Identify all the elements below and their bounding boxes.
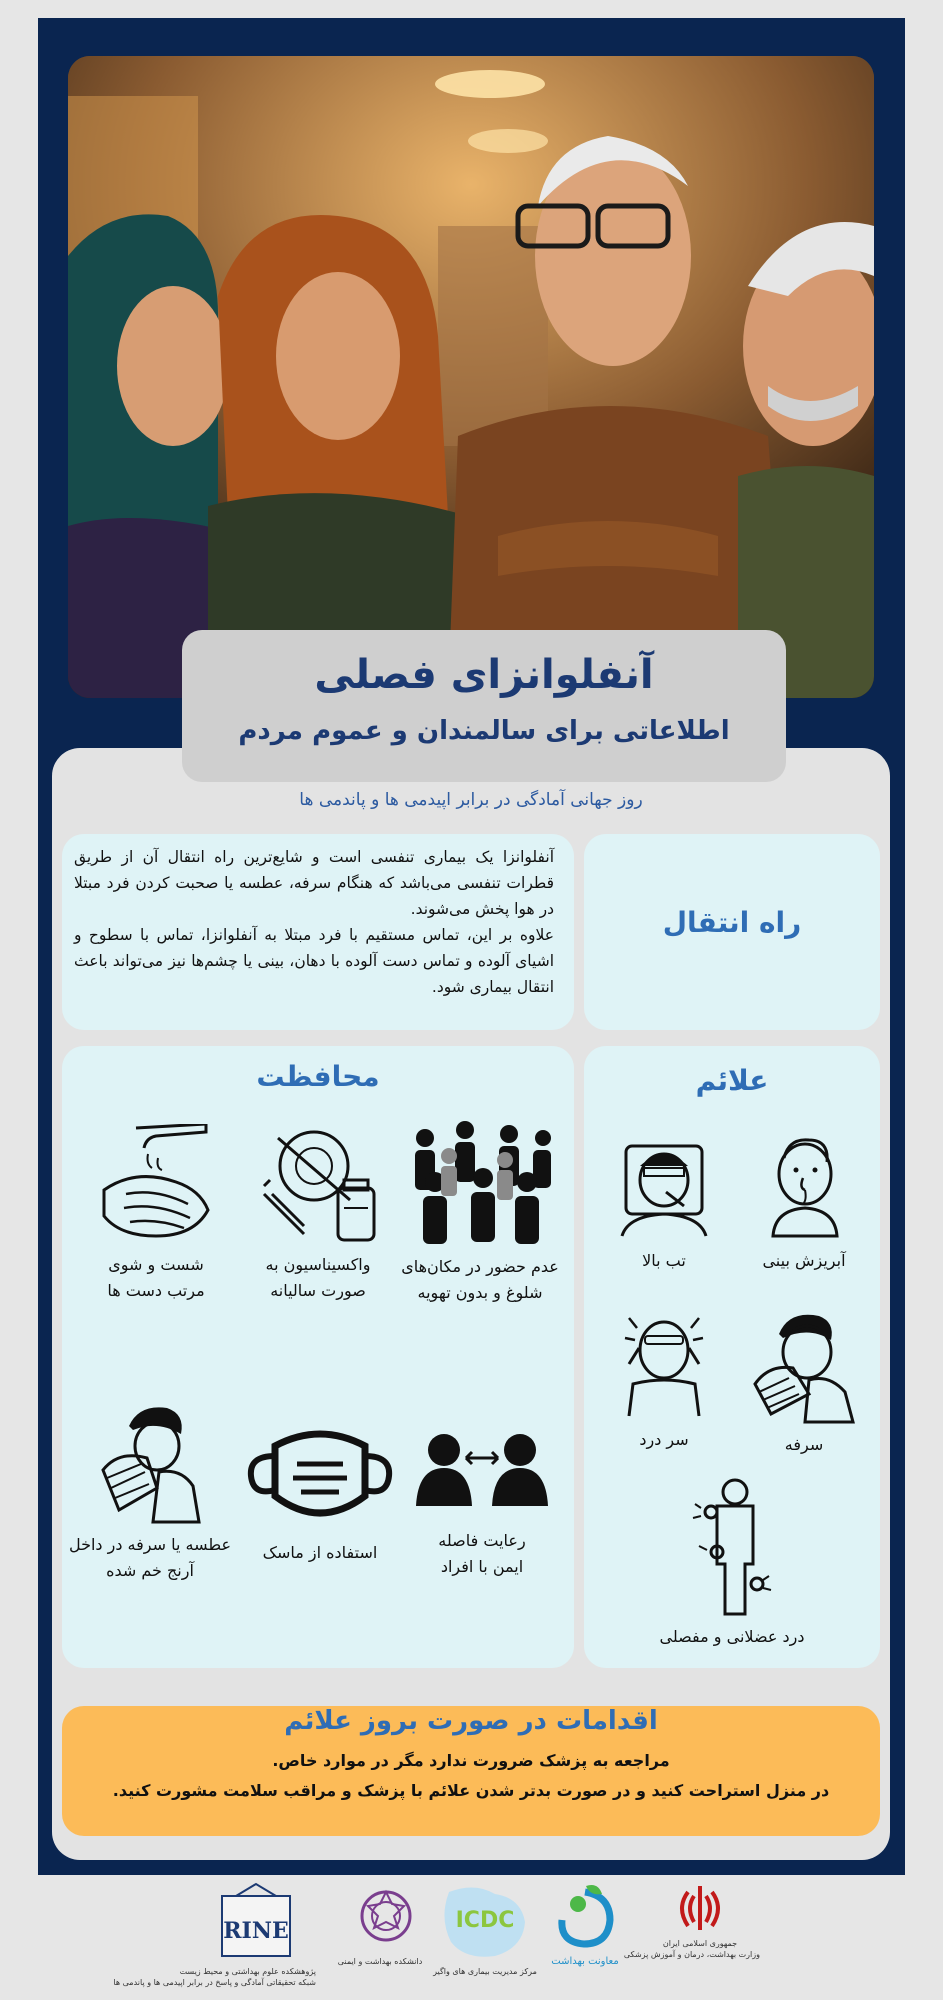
symptom-headache [604,1304,724,1453]
handwash-icon [96,1124,216,1244]
symptoms-title: علائم [695,1064,769,1097]
protection-distance [402,1428,562,1580]
protection-label-line1: شست و شوی [108,1255,204,1274]
actions-title: اقدامات در صورت بروز علائم [284,1706,658,1736]
protection-label-line1: واکسیناسیون به [265,1255,371,1274]
protection-label [68,1252,244,1304]
ministry-caption-2: وزارت بهداشت، درمان و آموزش پزشکی [623,1950,760,1959]
title-box [182,630,786,782]
protection-elbow-sneeze [62,1400,238,1584]
headache-icon [619,1304,709,1419]
ministry-caption-1: جمهوری اسلامی ایران [662,1939,738,1948]
fever-icon [614,1130,714,1240]
vaccine-icon [258,1124,378,1244]
transmission-title: راه انتقال [662,906,802,939]
protection-label-line1: استفاده از ماسک [262,1543,378,1562]
school-caption: دانشکده بهداشت و ایمنی [337,1957,423,1966]
actions-text [62,1746,880,1806]
protection-label [392,1254,568,1306]
symptom-cough [744,1304,864,1458]
health-deputy-icon [550,1882,620,1952]
rine-caption-2: شبکه تحقیقاتی آمادگی و پاسخ در برابر اپیدمی ها و پاندمی ها [113,1978,316,1987]
school-emblem-icon [340,1882,420,1952]
protection-label-line2: ایمن با افراد [440,1557,524,1576]
protection-label-line2: شلوغ و بدون تهویه [417,1283,543,1302]
content-panel [52,748,890,1860]
protection-label-line1: رعایت فاصله [438,1531,526,1550]
protection-crowd [392,1116,568,1306]
symptom-label: تب بالا [642,1251,686,1270]
mask-icon [245,1426,395,1526]
symptoms-card [584,1046,880,1668]
symptom-runny-nose [744,1130,864,1274]
elbow-sneeze-icon [95,1400,205,1524]
rine-caption-1: پژوهشکده علوم بهداشتی و محیط زیست [179,1967,316,1976]
protection-label-line2: صورت سالیانه [270,1281,366,1300]
transmission-paragraph-1: آنفلوانزا یک بیماری تنفسی است و شایع‌ترین راه انتقال آن از طریق قطرات تنفسی می‌باشد که هنگام سرفه، عطسه یا صحبت کردن فرد مبتلا در هوا پخش می‌شوند. [74,848,554,918]
transmission-text [74,844,554,1000]
page-subtitle: اطلاعاتی برای سالمندان و عموم مردم [238,716,730,746]
iran-emblem-icon [670,1882,730,1934]
protection-card [62,1046,574,1668]
rine-logo [113,1882,316,1988]
actions-line-1: مراجعه به پزشک ضرورت ندارد مگر در موارد خاص. [272,1751,670,1770]
poster [38,18,905,1875]
protection-label-line2: مرتب دست ها [107,1281,205,1300]
symptom-label: سر درد [639,1430,689,1449]
page-title: آنفلوانزای فصلی [314,652,654,698]
protection-label [230,1252,406,1304]
transmission-text-card [62,834,574,1030]
protection-vaccine [230,1124,406,1304]
transmission-paragraph-2: علاوه بر این، تماس مستقیم با فرد مبتلا به آنفلوانزا، تماس با سطوح و اشیای آلوده و تماس دست آلوده با دهان، بینی یا چشم‌ها نیز می‌تواند باعث انتقال بیماری شود. [74,926,554,996]
symptom-label: آبریزش بینی [762,1251,846,1270]
protection-label-line1: عطسه یا سرفه در داخل [68,1535,232,1554]
symptom-fever [604,1130,724,1274]
protection-handwash [68,1124,244,1304]
symptom-label: سرفه [784,1435,824,1454]
event-caption: روز جهانی آمادگی در برابر اپیدمی ها و پاندمی ها [299,790,643,810]
protection-label [402,1528,562,1580]
crowd-icon [405,1116,555,1246]
protection-title: محافظت [256,1060,380,1093]
icdc-mark: ICDC [455,1908,515,1933]
protection-mask [232,1426,408,1566]
elderly-people-illustration [68,56,874,698]
cough-icon [749,1304,859,1424]
transmission-title-card [584,834,880,1030]
icdc-caption: مرکز مدیریت بیماری های واگیر [433,1967,537,1976]
protection-label-line1: عدم حضور در مکان‌های [401,1257,559,1276]
health-deputy-logo [540,1882,630,1967]
distance-icon [414,1428,550,1508]
rine-mark: RINE [223,1918,289,1944]
hero-photo [68,56,874,698]
symptom-label: درد عضلانی و مفصلی [659,1627,805,1646]
symptom-body-pain [652,1476,812,1650]
protection-label-line2: آرنج خم شده [106,1561,194,1580]
icdc-logo [430,1882,540,1977]
school-logo [330,1882,430,1967]
health-deputy-caption: معاونت بهداشت [551,1956,619,1967]
ministry-logo [623,1882,760,1960]
body-pain-icon [687,1476,777,1616]
runny-nose-icon [759,1130,849,1240]
actions-line-2: در منزل استراحت کنید و در صورت بدتر شدن علائم با پزشک و مراقب سلامت مشورت کنید. [112,1781,830,1800]
protection-label [232,1540,408,1566]
logos-bar [0,1882,943,2000]
actions-card [62,1706,880,1836]
protection-label [62,1532,238,1584]
